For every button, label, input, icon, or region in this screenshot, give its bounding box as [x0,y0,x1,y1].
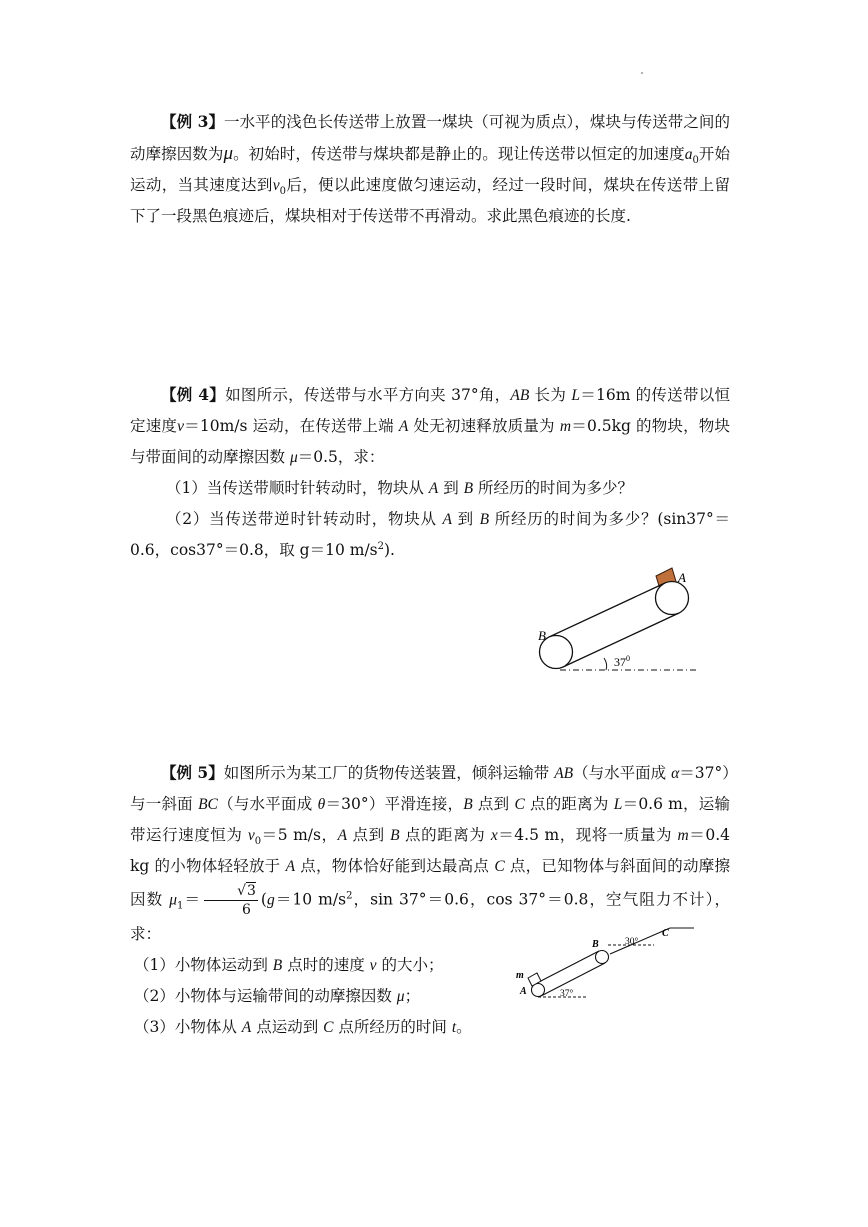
text: （与水平面成 [573,764,672,782]
text: 如图所示，传送带与水平方向夹 37°角， [225,386,511,404]
text: ＝0.6 m，运输带运行速度恒为 [130,795,730,844]
text: （2）当传送带逆时针转动时，物块从 [166,510,443,528]
text: ＝16m 的传送带以恒定速度 [130,386,731,435]
text: 。初始时，传送带与煤块都是静止的。现让传送带以恒定的加速度 [233,145,685,163]
label-B: B [592,939,599,950]
var-L: L [571,387,580,404]
var-L: L [613,796,623,813]
text: 所经历的时间为多少？ [473,479,634,497]
example-3-title: 【例 3】 [161,112,225,131]
text: ＝37°）与一斜面 [130,764,730,813]
var-BC: BC [198,796,218,813]
angle-37-label: 37° [560,989,574,999]
var-B: B [463,796,473,813]
var-alpha: α [671,765,680,782]
subscript: 0 [254,836,262,848]
text: 的大小； [376,956,444,974]
var-t: t [451,1019,457,1036]
text: 开始运动，当其速度达到 [130,145,730,194]
text: 点到 [347,826,391,844]
text: 点的距离为 [524,795,614,813]
mu-symbol: μ [223,143,233,164]
superscript: 2 [377,540,384,552]
angle-label [614,654,630,669]
text: ＝5 m/s， [261,826,338,844]
var-A: A [398,418,409,435]
text: 点的距离为 [399,826,491,844]
var-AB: AB [554,765,574,782]
text: ＝4.5 m，现将一质量为 [497,826,678,844]
text: ＝ [183,890,202,909]
var-A: A [337,827,348,844]
var-A: A [241,1019,252,1036]
text: ( [260,890,267,909]
example-4-question-1 [130,473,730,504]
text: 到 [451,510,480,528]
belt-top [549,583,665,637]
label-A: A [678,570,686,585]
var-B: B [479,511,490,528]
text: 后，便以此速度做匀速运动，经过一段时间，煤块在传送带上留下了一段黑色痕迹后，煤块相对于传送带不再滑动。求此黑色痕迹的长度. [130,176,730,225]
text: 点，物体恰好能到达最高点 [295,857,495,875]
text: 一水平的浅色长传送带上放置一煤块（可视为质点），煤块与传送带之间的动摩擦因数为 [130,113,730,163]
text: ). [384,541,395,559]
text: ＝10m/s 运动，在传送带上端 [183,417,399,435]
var-x: x [490,827,498,844]
text: 如图所示为某工厂的货物传送装置，倾斜运输带 [223,764,555,782]
text: （与水平面成 [217,795,318,813]
text: （1）小物体运动到 [134,956,273,974]
text: 长为 [529,386,572,404]
var-v: v [177,418,184,435]
var-AB: AB [510,387,530,404]
example-4-question-2 [130,504,730,566]
subscript: 1 [177,900,184,912]
text: ＝0.5，求： [297,448,385,466]
angle-value: 37 [614,655,626,669]
var-m: m [559,418,572,435]
label-B: B [538,628,546,643]
conveyor-figure-4 [520,560,720,680]
label-A: A [520,986,527,997]
mu-symbol: μ [289,449,298,466]
radicand: 3 [247,883,256,899]
example-4-text [130,379,730,473]
text: 处无初速释放质量为 [408,417,560,435]
example-3 [130,106,730,232]
text: ； [404,987,421,1005]
text: （2）小物体与运输带间的动摩擦因数 [134,987,397,1005]
text: 点时的速度 [282,956,370,974]
var-A: A [285,858,296,875]
var-A: A [442,511,452,528]
fraction-denominator: 6 [242,902,251,918]
mu-symbol: μ [169,891,177,909]
angle-arc [604,658,607,670]
text: （3）小物体从 [134,1018,242,1036]
mu-symbol: μ [396,988,405,1005]
superscript: 2 [346,890,353,902]
var-C: C [514,796,525,813]
example-5-title: 【例 5】 [161,763,224,782]
var-m: m [677,827,689,844]
example-4-title: 【例 4】 [161,385,226,404]
text: ＝30°）平滑连接， [325,795,464,813]
text: 点运动到 [251,1018,324,1036]
angle-30-label: 30° [625,937,639,947]
fraction-numerator: √3 [204,882,258,901]
text: ＝0.4 kg 的小物体轻轻放于 [130,826,731,875]
example-3-text [130,106,730,232]
fraction-sqrt3-over-6 [204,882,258,919]
text: 所经历的时间为多少？(sin37°＝0.6，cos37°＝0.8，取 g＝10 m/s [130,510,731,559]
label-m: m [516,970,524,981]
scan-dot [641,72,643,74]
pulley-a-icon [656,582,689,615]
var-v: v [272,177,280,194]
var-B: B [390,827,400,844]
var-v: v [247,827,255,844]
text: 点，已知物体与斜面间的动摩擦因数 [130,857,731,909]
var-B: B [463,480,474,497]
conveyor-figure-5 [508,918,698,1004]
var-theta: θ [317,796,326,813]
text: ，sin 37°＝0.6，cos 37°＝0.8，空气阻力不计），求： [130,890,730,943]
text: 点所经历的时间 [333,1018,452,1036]
var-v: v [369,957,377,974]
text: 到 [438,479,464,497]
var-g: g [266,891,275,909]
angle-superscript: 0 [626,654,630,663]
text: 。 [456,1018,472,1036]
example-5-question-3 [130,1012,730,1043]
text: ＝0.5kg 的物块，物块与带面间的动摩擦因数 [130,417,730,466]
var-A: A [428,480,439,497]
belt-top [535,951,599,984]
pulley-b-icon [596,951,609,964]
text: （1）当传送带顺时针转动时，物块从 [166,479,429,497]
var-B: B [272,957,283,974]
label-C: C [662,928,669,939]
text: 点到 [472,795,515,813]
text: ＝10 m/s [274,890,347,909]
var-a: a [684,146,693,163]
subscript: 0 [692,155,699,167]
var-C: C [323,1019,334,1036]
incline-BC [610,928,670,954]
var-C: C [494,858,505,875]
subscript: 0 [279,186,286,198]
example-4 [130,379,730,566]
